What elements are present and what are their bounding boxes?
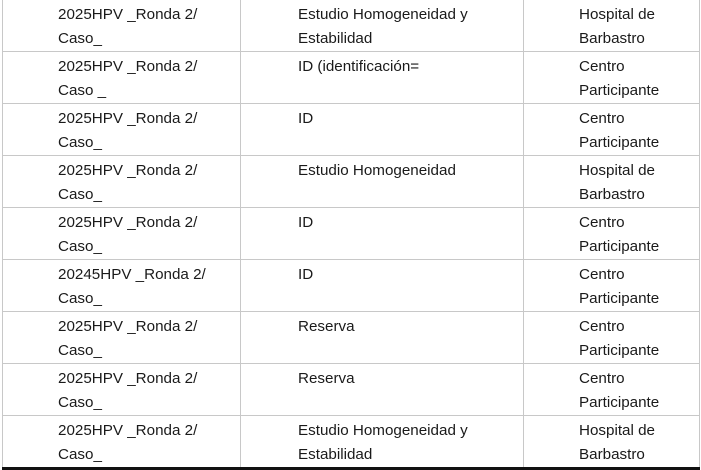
table-row — [3, 312, 700, 364]
centro-cell — [524, 0, 700, 52]
table-row — [3, 364, 700, 416]
centro-cell — [524, 416, 700, 469]
sample-table-body — [3, 0, 700, 469]
table-row — [3, 208, 700, 260]
table-row — [3, 156, 700, 208]
estudio-cell — [241, 156, 524, 208]
centro-cell — [524, 208, 700, 260]
centro-text: Centro Participante — [579, 318, 660, 359]
caso-text: 2025HPV _Ronda 2/ Caso_ — [58, 162, 198, 203]
caso-text: 2025HPV _Ronda 2/ Caso_ — [58, 370, 198, 411]
estudio-cell — [241, 0, 524, 52]
centro-text: Hospital de Barbastro — [579, 422, 655, 463]
estudio-text: Estudio Homogeneidad — [298, 162, 456, 179]
caso-text: 2025HPV _Ronda 2/ Caso_ — [58, 6, 198, 47]
centro-text: Centro Participante — [579, 110, 660, 151]
caso-text: 2025HPV _Ronda 2/ Caso_ — [58, 214, 198, 255]
centro-text: Hospital de Barbastro — [579, 162, 655, 203]
centro-text: Centro Participante — [579, 214, 660, 255]
estudio-cell — [241, 312, 524, 364]
estudio-text: Estudio Homogeneidad y Estabilidad — [298, 6, 468, 47]
centro-cell — [524, 104, 700, 156]
estudio-text: Reserva — [298, 370, 355, 387]
estudio-cell — [241, 208, 524, 260]
table-row — [3, 0, 700, 52]
estudio-text: ID — [298, 266, 314, 283]
estudio-text: ID (identificación= — [298, 58, 420, 75]
caso-text: 2025HPV _Ronda 2/ Caso_ — [58, 422, 198, 463]
estudio-cell — [241, 260, 524, 312]
estudio-text: Reserva — [298, 318, 355, 335]
centro-text: Centro Participante — [579, 266, 660, 307]
table-row — [3, 104, 700, 156]
table-row — [3, 52, 700, 104]
caso-cell — [3, 416, 241, 469]
caso-cell — [3, 364, 241, 416]
caso-cell — [3, 312, 241, 364]
caso-cell — [3, 104, 241, 156]
estudio-cell — [241, 104, 524, 156]
centro-text: Centro Participante — [579, 370, 660, 411]
estudio-cell — [241, 52, 524, 104]
caso-text: 2025HPV _Ronda 2/ Caso_ — [58, 110, 198, 151]
caso-text: 2025HPV _Ronda 2/ Caso_ — [58, 318, 198, 359]
caso-cell — [3, 156, 241, 208]
centro-text: Centro Participante — [579, 58, 660, 99]
centro-text: Hospital de Barbastro — [579, 6, 655, 47]
estudio-text: ID — [298, 110, 314, 127]
centro-cell — [524, 364, 700, 416]
estudio-cell — [241, 364, 524, 416]
caso-cell — [3, 0, 241, 52]
centro-cell — [524, 312, 700, 364]
caso-cell — [3, 260, 241, 312]
centro-cell — [524, 52, 700, 104]
centro-cell — [524, 260, 700, 312]
caso-text: 20245HPV _Ronda 2/ Caso_ — [58, 266, 206, 307]
table-row — [3, 260, 700, 312]
estudio-cell — [241, 416, 524, 469]
table-row — [3, 416, 700, 469]
estudio-text: Estudio Homogeneidad y Estabilidad — [298, 422, 468, 463]
estudio-text: ID — [298, 214, 314, 231]
caso-cell — [3, 208, 241, 260]
centro-cell — [524, 156, 700, 208]
caso-text: 2025HPV _Ronda 2/ Caso _ — [58, 58, 198, 99]
sample-table — [2, 0, 700, 470]
caso-cell — [3, 52, 241, 104]
